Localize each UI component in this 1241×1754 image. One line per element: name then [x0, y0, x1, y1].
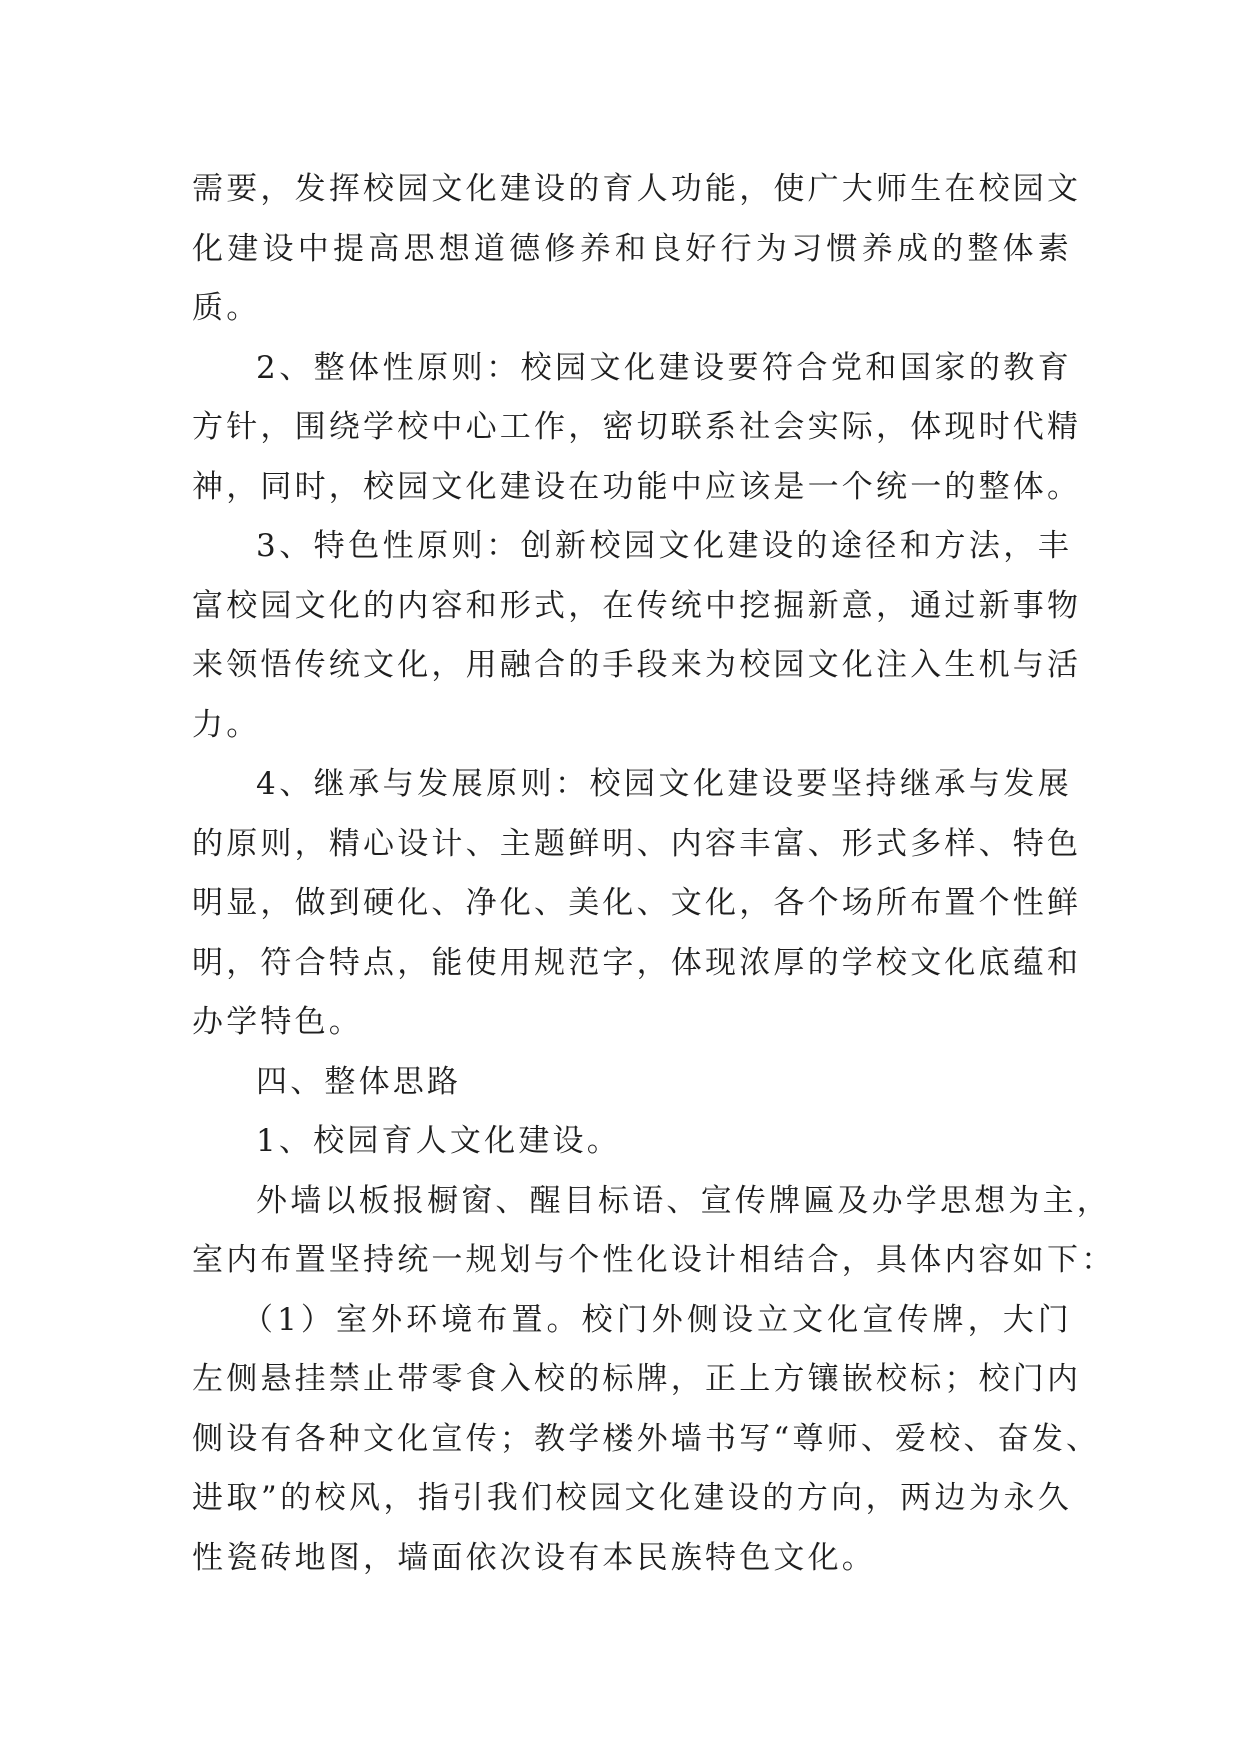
text-line: 质。	[192, 290, 261, 326]
paragraph-principle-3	[192, 517, 1082, 755]
text-line: 左侧悬挂禁止带零食入校的标牌，正上方镶嵌校标；校门内	[192, 1361, 1082, 1397]
text-line: 3、特色性原则：创新校园文化建设的途径和方法，丰	[256, 528, 1072, 564]
text-line: 方针，围绕学校中心工作，密切联系社会实际，体现时代精	[192, 409, 1082, 445]
text-line: 神，同时，校园文化建设在功能中应该是一个统一的整体。	[192, 468, 1082, 505]
text-line: 明显，做到硬化、净化、美化、文化，各个场所布置个性鲜	[192, 885, 1082, 921]
text-line: 办学特色。	[192, 1004, 363, 1040]
text-line: 室内布置坚持统一规划与个性化设计相结合，具体内容如下：	[192, 1242, 1116, 1278]
paragraph	[192, 160, 1082, 339]
text-line: 侧设有各种文化宣传；教学楼外墙书写“尊师、爱校、奋发、	[192, 1420, 1101, 1457]
text-line: 外墙以板报橱窗、醒目标语、宣传牌匾及办学思想为主，	[256, 1182, 1111, 1219]
text-line: 来领悟传统文化，用融合的手段来为校园文化注入生机与活	[192, 647, 1082, 683]
heading-text: 1、校园育人文化建设。	[256, 1123, 621, 1159]
text-line: 富校园文化的内容和形式，在传统中挖掘新意，通过新事物	[192, 587, 1082, 624]
text-line: 进取”的校风，指引我们校园文化建设的方向，两边为永久	[192, 1480, 1072, 1516]
section-heading	[192, 1053, 1072, 1113]
paragraph-outdoor-layout	[192, 1291, 1101, 1589]
subsection-heading	[192, 1112, 1072, 1172]
text-line: 力。	[192, 706, 261, 743]
heading-text: 四、整体思路	[256, 1063, 462, 1100]
paragraph-principle-2	[192, 339, 1082, 518]
paragraph-principle-4	[192, 755, 1082, 1053]
text-line: 需要，发挥校园文化建设的育人功能，使广大师生在校园文	[192, 171, 1082, 207]
text-line: 性瓷砖地图，墙面依次设有本民族特色文化。	[192, 1539, 876, 1576]
document-body	[192, 160, 1116, 1588]
text-line: （1）室外环境布置。校门外侧设立文化宣传牌，大门	[242, 1301, 1072, 1338]
text-line: 2、整体性原则：校园文化建设要符合党和国家的教育	[256, 349, 1072, 386]
text-line: 的原则，精心设计、主题鲜明、内容丰富、形式多样、特色	[192, 825, 1082, 862]
paragraph-outer-wall	[192, 1172, 1116, 1291]
text-line: 4、继承与发展原则：校园文化建设要坚持继承与发展	[256, 766, 1072, 802]
text-line: 明，符合特点，能使用规范字，体现浓厚的学校文化底蕴和	[192, 944, 1082, 981]
text-line: 化建设中提高思想道德修养和良好行为习惯养成的整体素	[192, 230, 1072, 267]
